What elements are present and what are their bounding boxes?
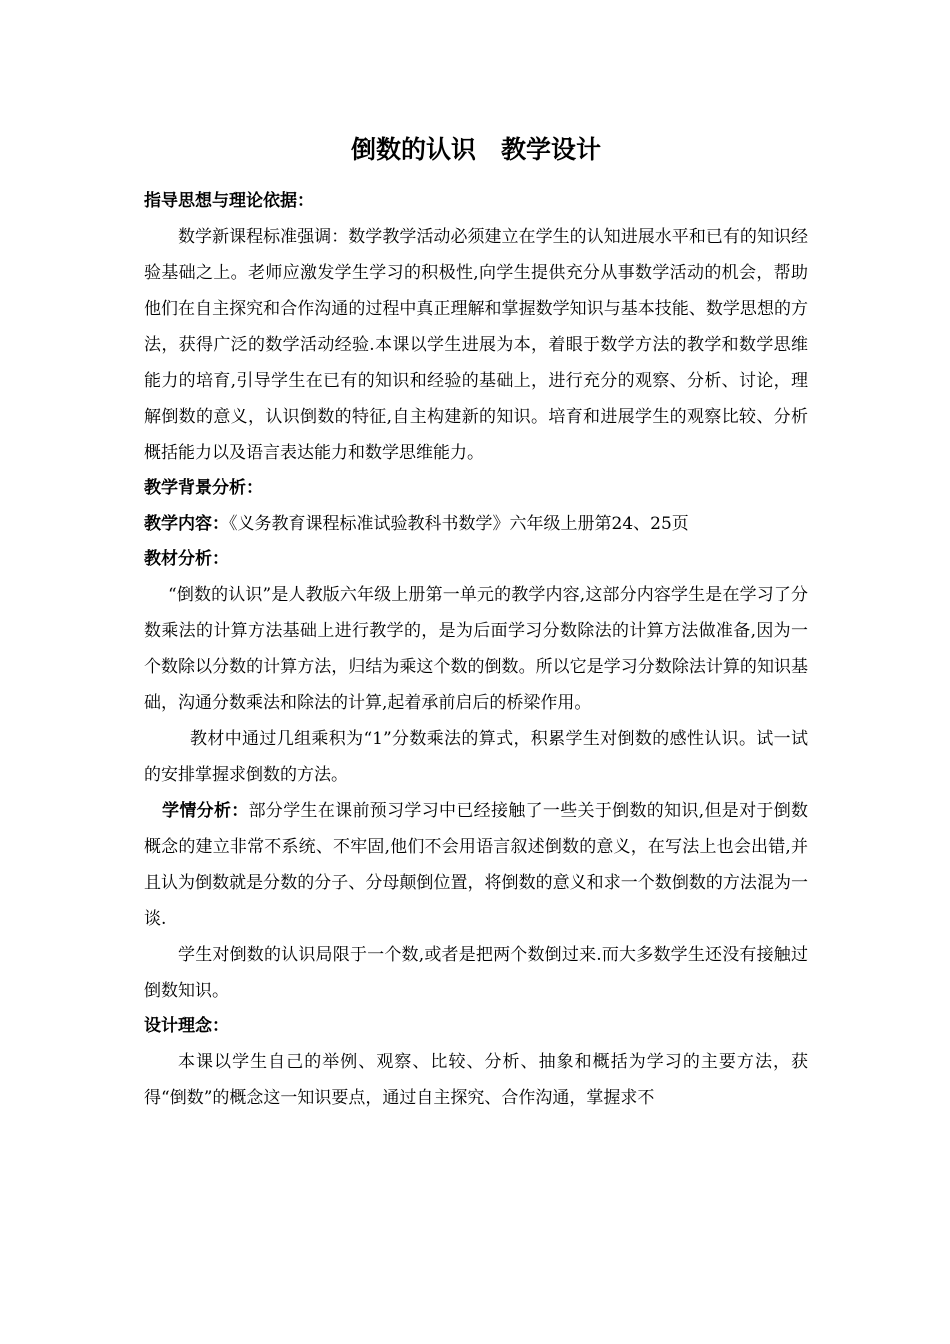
guiding-paragraph: 数学新课程标准强调：数学教学活动必须建立在学生的认知进展水平和已有的知识经验基础之上。老师应激发学生学习的积极性,向学生提供充分从事数学活动的机会，帮助他们在自主探究和合作沟通的过程中真正理解和掌握数学知识与基本技能、数学思想的方法，获得广泛的数学活动经验.本课以学生进展为本，着眼于数学方法的教学和数学思维能力的培育,引导学生在已有的知识和经验的基础上，进行充分的观察、分析、讨论，理解倒数的意义，认识倒数的特征,自主构建新的知识。培育和进展学生的观察比较、分析概括能力以及语言表达能力和数学思维能力。 [144, 227, 808, 463]
student-text: 部分学生在课前预习学习中已经接触了一些关于倒数的知识,但是对于倒数概念的建立非常不系统、不牢固,他们不会用语言叙述倒数的意义，在写法上也会出错,并且认为倒数就是分数的分子、分母颠倒位置，将倒数的意义和求一个数倒数的方法混为一谈. [144, 801, 809, 929]
material-heading: 教材分析： [144, 549, 229, 569]
design-paragraph: 本课以学生自己的举例、观察、比较、分析、抽象和概括为学习的主要方法，获得“倒数”的概念这一知识要点，通过自主探究、合作沟通，掌握求不 [144, 1052, 808, 1108]
student-paragraph [144, 793, 808, 937]
material-paragraph-2: 教材中通过几组乘积为“1”分数乘法的算式，积累学生对倒数的感性认识。试一试的安排掌握求倒数的方法。 [144, 729, 808, 785]
student-label: 学情分析： [162, 801, 249, 821]
content-paragraph [144, 506, 808, 542]
background-heading: 教学背景分析： [144, 478, 263, 498]
design-heading: 设计理念： [144, 1016, 229, 1036]
material-paragraph-1: “倒数的认识”是人教版六年级上册第一单元的教学内容,这部分内容学生是在学习了分数乘法的计算方法基础上进行教学的，是为后面学习分数除法的计算方法做准备,因为一个数除以分数的计算方法，归结为乘这个数的倒数。所以它是学习分数除法计算的知识基础，沟通分数乘法和除法的计算,起着承前启后的桥梁作用。 [144, 585, 808, 713]
student-paragraph-2: 学生对倒数的认识局限于一个数,或者是把两个数倒过来.而大多数学生还没有接触过倒数知识。 [144, 945, 808, 1001]
content-text: 《义务教育课程标准试验教科书数学》六年级上册第24、25页 [229, 514, 689, 534]
document-body [144, 130, 808, 1116]
document-title: 倒数的认识 教学设计 [350, 135, 601, 164]
guiding-heading: 指导思想与理论依据： [144, 191, 314, 211]
content-label: 教学内容： [144, 514, 229, 534]
